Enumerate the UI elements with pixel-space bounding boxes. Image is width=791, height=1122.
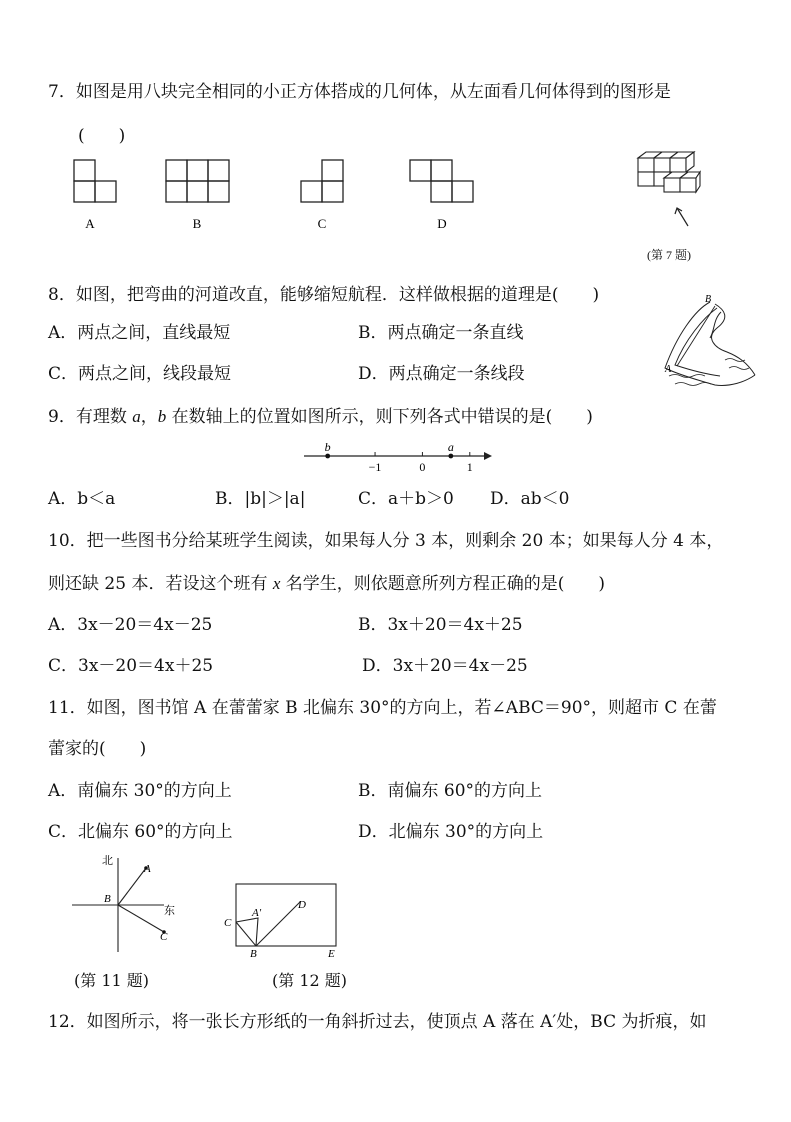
q10-line1: 10．把一些图书分给某班学生阅读，如果每人分 3 本，则剩余 20 本；如果每人分 4 本， <box>48 531 724 551</box>
q8-option-a: A．两点之间，直线最短 <box>48 323 231 343</box>
q7-figure-b <box>166 160 229 202</box>
q10-option-b: B．3x＋20＝4x＋25 <box>358 615 523 635</box>
q11-caption: (第 11 题) <box>74 971 150 990</box>
q9-option-d: D．ab＜0 <box>490 489 570 509</box>
q9-number-line <box>300 438 500 478</box>
q8-river-figure <box>655 290 765 400</box>
q9-option-b: B．|b|＞|a| <box>215 489 306 509</box>
q7-stem: 7．如图是用八块完全相同的小正方体搭成的几何体，从左面看几何体得到的图形是 <box>48 82 671 102</box>
q10-line2 <box>48 574 605 594</box>
q7-label-c: C <box>317 216 327 231</box>
q8-option-d: D．两点确定一条线段 <box>358 364 525 384</box>
q10-var-x: x <box>272 574 281 593</box>
q10-option-a: A．3x－20＝4x－25 <box>48 615 213 635</box>
q11-fig-east: 东 <box>164 905 175 917</box>
q9-stem <box>48 407 593 427</box>
q10-option-d: D．3x＋20＝4x－25 <box>362 656 528 676</box>
q11-fig-label-a: A <box>144 863 151 875</box>
q11-option-b: B．南偏东 60°的方向上 <box>358 781 543 801</box>
q9-stem-post: 在数轴上的位置如图所示，则下列各式中错误的是( ) <box>166 407 593 427</box>
q8-stem: 8．如图，把弯曲的河道改直，能够缩短航程．这样做根据的道理是( ) <box>48 285 600 305</box>
q12-fig-label-d: D <box>298 899 306 911</box>
q9-stem-pre: 9．有理数 <box>48 407 133 427</box>
q11-direction-figure <box>68 850 188 960</box>
q7-label-b: B <box>192 216 202 231</box>
q12-fig-label-c: C <box>224 917 232 929</box>
q11-fig-label-b: B <box>104 893 111 905</box>
q9-comma: ， <box>140 407 158 427</box>
q7-label-d: D <box>437 216 447 231</box>
q7-figure-c <box>301 160 343 202</box>
q11-option-d: D．北偏东 30°的方向上 <box>358 822 544 842</box>
q9-axis-arrow <box>484 452 492 460</box>
q11-fig-north: 北 <box>102 855 113 867</box>
q9-var-b: b <box>157 407 167 426</box>
q9-option-a: A．b＜a <box>48 489 116 509</box>
q11-option-c: C．北偏东 60°的方向上 <box>48 822 233 842</box>
q8-option-b: B．两点确定一条直线 <box>358 323 524 343</box>
q8-fig-label-a: A <box>665 364 672 375</box>
q9-tick-label: 1 <box>466 460 473 474</box>
q8-option-c: C．两点之间，线段最短 <box>48 364 232 384</box>
q7-figure-a <box>74 160 116 202</box>
q7-label-a: A <box>85 216 95 231</box>
q12-fig-label-b: B <box>250 948 257 960</box>
q9-tick-label: 0 <box>419 460 426 474</box>
q9-option-c: C．a＋b＞0 <box>358 489 454 509</box>
q9-tick-label: −1 <box>368 460 382 474</box>
q9-point-b <box>325 454 330 459</box>
q12-fig-label-e: E <box>328 948 335 960</box>
q7-caption: (第 7 题) <box>647 248 691 262</box>
q9-var-a: a <box>132 407 141 426</box>
q11-fig-label-c: C <box>160 931 168 943</box>
q9-point-b-label: b <box>324 440 331 454</box>
q12-line1: 12．如图所示，将一张长方形纸的一角斜折过去，使顶点 A 落在 A′处，BC 为折痕，如 <box>48 1012 707 1032</box>
q11-line2: 蕾家的( ) <box>48 739 147 759</box>
q11-line1: 11．如图，图书馆 A 在蕾蕾家 B 北偏东 30°的方向上，若∠ABC＝90°，则超市 C 在蕾 <box>48 698 717 718</box>
q12-fold-figure <box>222 880 352 960</box>
q7-solid-figure <box>630 148 710 233</box>
q9-point-a <box>448 454 453 459</box>
q12-fig-label-a-prime: A′ <box>252 907 262 919</box>
q9-point-a-label: a <box>447 440 454 454</box>
q7-option-figures <box>70 158 530 238</box>
q10-line2-post: 名学生，则依题意所列方程正确的是( ) <box>280 574 606 594</box>
q12-caption: (第 12 题) <box>272 971 348 990</box>
q8-fig-label-b: B <box>705 294 712 305</box>
q10-line2-pre: 则还缺 25 本．若设这个班有 <box>48 574 273 594</box>
q7-answer-paren: ( ) <box>78 126 126 146</box>
q7-figure-d <box>410 160 473 202</box>
q11-option-a: A．南偏东 30°的方向上 <box>48 781 232 801</box>
q10-option-c: C．3x－20＝4x＋25 <box>48 656 214 676</box>
